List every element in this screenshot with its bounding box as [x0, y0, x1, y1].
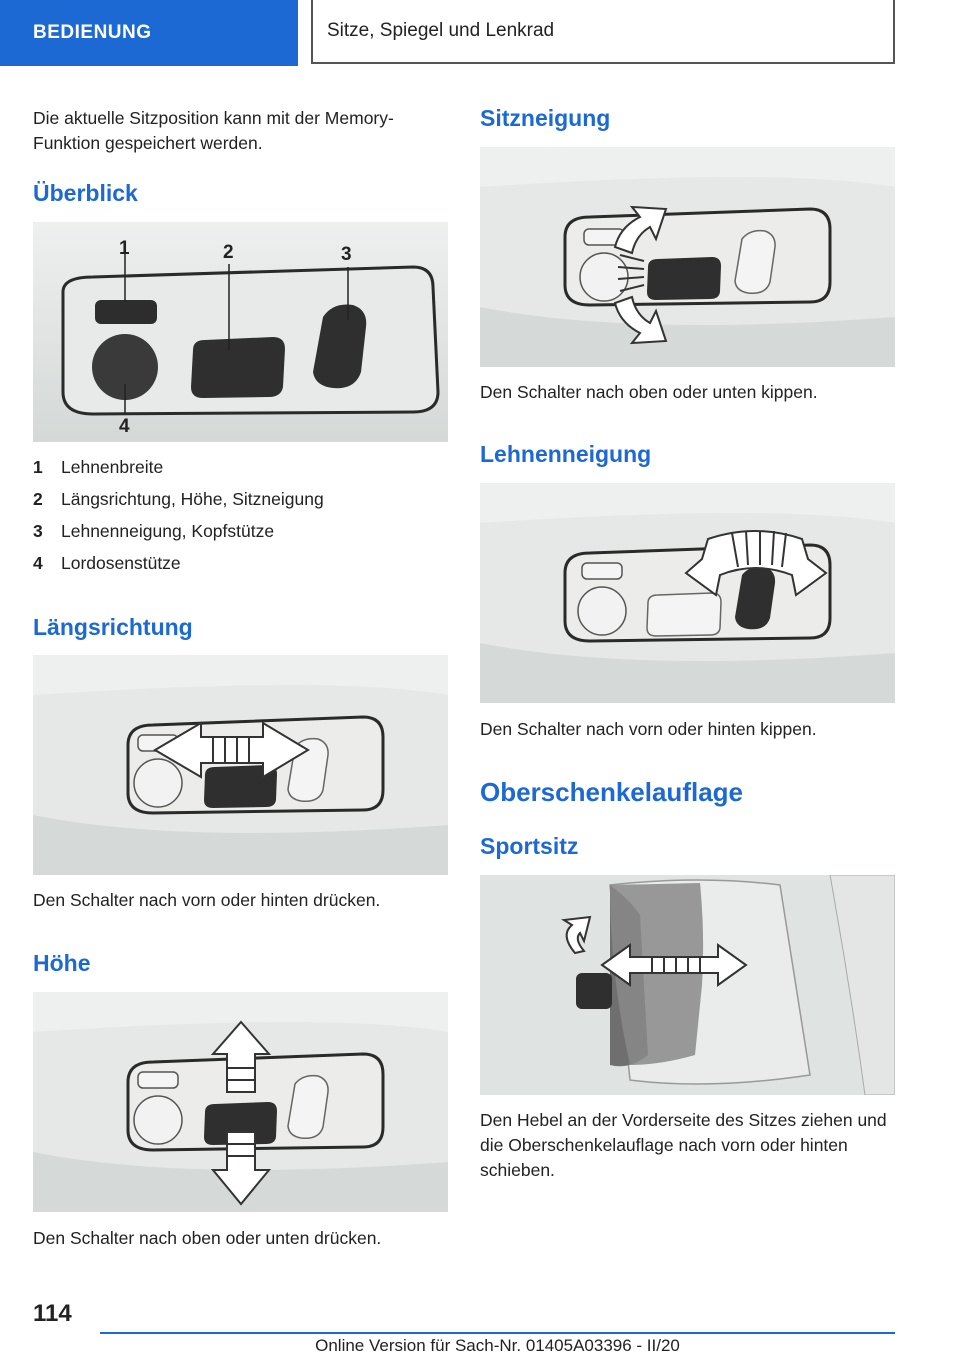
backrest-heading: Lehnenneigung	[480, 441, 652, 467]
legend-number: 3	[33, 520, 43, 541]
backrest-figure	[480, 483, 895, 703]
overview-legend	[33, 451, 324, 579]
legend-label: Lehnenbreite	[61, 456, 164, 477]
overview-figure	[33, 222, 448, 442]
height-text: Den Schalter nach oben oder unten drücken.	[33, 1228, 382, 1248]
section-title-text: Sitze, Spiegel und Lenkrad	[327, 20, 555, 41]
page-number: 114	[33, 1300, 72, 1327]
legend-number: 4	[33, 552, 43, 573]
online-version-note: Online Version für Sach-Nr. 01405A03396 - II/20	[315, 1336, 680, 1355]
tilt-text: Den Schalter nach oben oder unten kippen.	[480, 382, 818, 402]
seat-control-overview-illustration	[33, 222, 448, 442]
longitudinal-heading: Längsrichtung	[33, 614, 193, 640]
callout-4: 4	[119, 416, 130, 437]
seat-height-illustration	[33, 992, 448, 1212]
legend-number: 1	[33, 456, 43, 477]
legend-label: Lordosenstütze	[61, 552, 181, 573]
legend-label: Lehnenneigung, Kopfstütze	[61, 520, 275, 541]
overview-heading: Überblick	[33, 180, 138, 206]
legend-item	[33, 515, 324, 547]
seat-tilt-illustration	[480, 147, 895, 367]
legend-number: 2	[33, 488, 43, 509]
height-figure	[33, 992, 448, 1212]
sport-seat-figure	[480, 875, 895, 1095]
backrest-text: Den Schalter nach vorn oder hinten kippen.	[480, 719, 817, 739]
footer-divider	[100, 1332, 895, 1334]
callout-2: 2	[223, 242, 234, 263]
tilt-heading: Sitzneigung	[480, 105, 611, 131]
legend-item	[33, 547, 324, 579]
height-heading: Höhe	[33, 950, 91, 976]
legend-label: Längsrichtung, Höhe, Sitzneigung	[61, 488, 324, 509]
thigh-support-illustration	[480, 875, 895, 1095]
callout-1: 1	[119, 238, 130, 259]
sport-seat-heading: Sportsitz	[480, 833, 579, 859]
tilt-figure	[480, 147, 895, 367]
sport-seat-text: Den Hebel an der Vorderseite des Sitzes ziehen und die Oberschenkelauflage nach vorn oder hinten schieben.	[480, 1110, 887, 1180]
callout-3: 3	[341, 244, 352, 265]
longitudinal-figure	[33, 655, 448, 875]
intro-text: Die aktuelle Sitzposition kann mit der Memory-Funktion gespeichert werden.	[33, 108, 394, 153]
thigh-support-heading: Oberschenkelauflage	[480, 777, 743, 807]
backrest-tilt-illustration	[480, 483, 895, 703]
chapter-tab: BEDIENUNG	[0, 0, 298, 66]
seat-longitudinal-illustration	[33, 655, 448, 875]
legend-item	[33, 483, 324, 515]
legend-item	[33, 451, 324, 483]
longitudinal-text: Den Schalter nach vorn oder hinten drücken.	[33, 890, 381, 910]
section-title	[311, 0, 895, 64]
